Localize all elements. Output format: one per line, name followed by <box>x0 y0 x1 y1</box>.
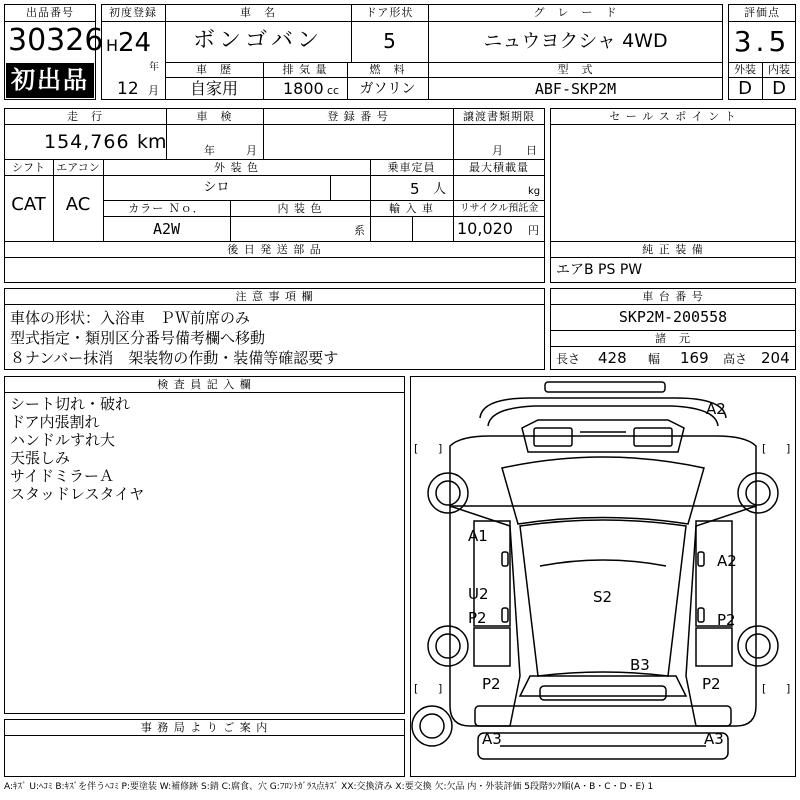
capacity-value: 5 <box>410 180 420 198</box>
inspection-month-unit: 月 <box>246 144 257 157</box>
era-label: H <box>106 36 119 55</box>
inspector-line-4: 天張しみ <box>10 449 71 467</box>
office-notice-header: 事 務 局 よ り ご 案 内 <box>140 721 269 734</box>
width-value: 169 <box>680 349 709 367</box>
mark-p2-right: P2 <box>717 611 736 629</box>
reg-month-unit: 月 <box>148 84 159 97</box>
mark-a2-right: A2 <box>717 552 737 570</box>
inspector-line-2: ドア内張割れ <box>10 413 100 431</box>
score-header: 評価点 <box>744 6 780 19</box>
mark-p2-left: P2 <box>468 609 487 627</box>
color-no-header: カラー Ｎｏ． <box>128 202 205 215</box>
reg-month: 12 <box>117 79 139 99</box>
mark-a1: A1 <box>468 527 488 545</box>
svg-text:[: [ <box>414 682 419 695</box>
svg-text:[: [ <box>762 442 767 455</box>
legend-footer: A:ｷｽﾞ U:ﾍｺﾐ B:ｷｽﾞを伴うﾍｺﾐ P:要塗装 W:補修跡 S:錆 C:腐食、穴 G:ﾌﾛﾝﾄｶﾞﾗｽ点ｷｽﾞ XX:交換済み X:要交換 欠:欠品 内・外装評価 5段階ﾗﾝｸ順(A・B・C・D・E) 1 <box>4 782 654 792</box>
notes-header: 注 意 事 項 欄 <box>235 290 314 303</box>
shift-value: CAT <box>11 194 46 215</box>
displacement-value: 1800 <box>283 79 324 98</box>
door-header: ドア形状 <box>365 6 414 19</box>
shift-header: シフト <box>12 161 45 174</box>
inspector-line-5: サイドミラーＡ <box>10 467 114 485</box>
mark-a2-top: A2 <box>706 400 726 418</box>
genuine-equip-header: 純 正 装 備 <box>642 243 704 256</box>
length-value: 428 <box>598 349 627 367</box>
svg-text:[: [ <box>762 682 767 695</box>
model-code-value: ABF-SKP2M <box>534 80 617 98</box>
notes-line-2: 型式指定・類別区分番号備考欄へ移動 <box>10 329 266 347</box>
mark-u2: U2 <box>468 585 489 603</box>
aircon-header: エアコン <box>56 161 100 174</box>
svg-text:]: ] <box>786 682 791 695</box>
deadline-header: 譲渡書類期限 <box>463 110 535 123</box>
lot-number: 30326 <box>8 23 104 58</box>
capacity-unit: 人 <box>433 182 447 197</box>
mark-p2-rear-right: P2 <box>702 675 721 693</box>
svg-text:[: [ <box>414 442 419 455</box>
inspector-line-6: スタッドレスタイヤ <box>10 485 145 503</box>
svg-text:]: ] <box>438 442 443 455</box>
exterior-grade: D <box>738 78 752 99</box>
car-name: ボンゴバン <box>192 28 323 53</box>
recycle-header: リサイクル預託金 <box>459 203 539 214</box>
interior-grade: D <box>772 78 786 99</box>
interior-header: 内装 <box>768 63 790 76</box>
lot-number-header: 出品番号 <box>26 6 74 19</box>
model-code-header: 型 式 <box>557 63 594 76</box>
color-no-value: A2W <box>152 220 181 238</box>
grade-value: ニュウヨクシャ 4WD <box>483 30 668 52</box>
deadline-month-unit: 月 <box>492 144 503 157</box>
inspector-line-1: シート切れ・破れ <box>10 395 131 413</box>
reg-year: 24 <box>118 28 152 58</box>
mark-b3: B3 <box>630 656 650 674</box>
grade-header: グ レ ー ド <box>533 6 618 19</box>
height-value: 204 <box>761 349 790 367</box>
mileage-unit: km <box>137 131 167 153</box>
notes-line-3: ８ナンバー抹消 架装物の作動・装備等確認要す <box>10 349 339 367</box>
capacity-header: 乗車定員 <box>387 161 436 174</box>
recycle-value: 10,020 <box>457 219 513 238</box>
mark-a3-left: A3 <box>482 730 502 748</box>
inspection-year-unit: 年 <box>204 144 215 157</box>
later-parts-header: 後 日 発 送 部 品 <box>227 243 322 256</box>
inspector-header: 検 査 員 記 入 欄 <box>157 378 252 391</box>
score-value: 3.5 <box>733 25 791 58</box>
chassis-value: SKP2M-200558 <box>618 308 728 326</box>
first-reg-header: 初度登録 <box>109 6 157 19</box>
mileage-value: 154,766 <box>44 131 130 153</box>
mark-p2-rear-left: P2 <box>482 675 501 693</box>
deadline-day-unit: 日 <box>526 144 537 157</box>
mark-s2: S2 <box>593 588 613 606</box>
aircon-value: AC <box>65 194 91 215</box>
recycle-unit: 円 <box>528 224 539 237</box>
history-value: 自家用 <box>189 79 238 98</box>
exterior-header: 外装 <box>734 63 756 76</box>
displacement-header: 排 気 量 <box>282 63 328 76</box>
mark-a3-right: A3 <box>704 730 724 748</box>
dimensions-header: 諸 元 <box>655 332 691 345</box>
svg-text:]: ] <box>438 682 443 695</box>
chassis-header: 車 台 番 号 <box>642 290 704 303</box>
load-unit: kg <box>528 186 541 197</box>
car-damage-diagram <box>410 376 796 777</box>
reg-year-unit: 年 <box>149 62 159 73</box>
import-header: 輸 入 車 <box>389 202 434 215</box>
max-load-header: 最大積載量 <box>469 161 529 174</box>
door-count: 5 <box>383 29 396 53</box>
genuine-equip-value: エアB PS PW <box>556 262 643 278</box>
displacement-unit: cc <box>327 84 340 97</box>
mileage-header: 走 行 <box>67 110 103 123</box>
int-color-header: 内 装 色 <box>277 202 323 215</box>
fuel-value: ガソリン <box>359 81 416 97</box>
length-label: 長さ <box>556 352 581 366</box>
first-listing-label: 初出品 <box>11 66 89 94</box>
fuel-header: 燃 料 <box>369 63 406 76</box>
int-color-suffix: 系 <box>354 224 365 237</box>
svg-text:]: ] <box>786 442 791 455</box>
ext-color-header: 外 装 色 <box>214 161 259 174</box>
inspection-header: 車 検 <box>196 110 233 123</box>
car-name-header: 車 名 <box>240 6 276 19</box>
width-label: 幅 <box>648 352 661 366</box>
history-header: 車 歴 <box>196 63 232 76</box>
ext-color-value: シロ <box>203 180 230 195</box>
notes-line-1: 車体の形状：入浴車 ＰＷ前席のみ <box>10 309 251 327</box>
inspector-line-3: ハンドルすれ大 <box>10 431 116 449</box>
height-label: 高さ <box>723 352 748 366</box>
sales-point-header: セ ー ル ス ポ イ ン ト <box>609 110 737 123</box>
plate-header: 登 録 番 号 <box>327 110 389 123</box>
